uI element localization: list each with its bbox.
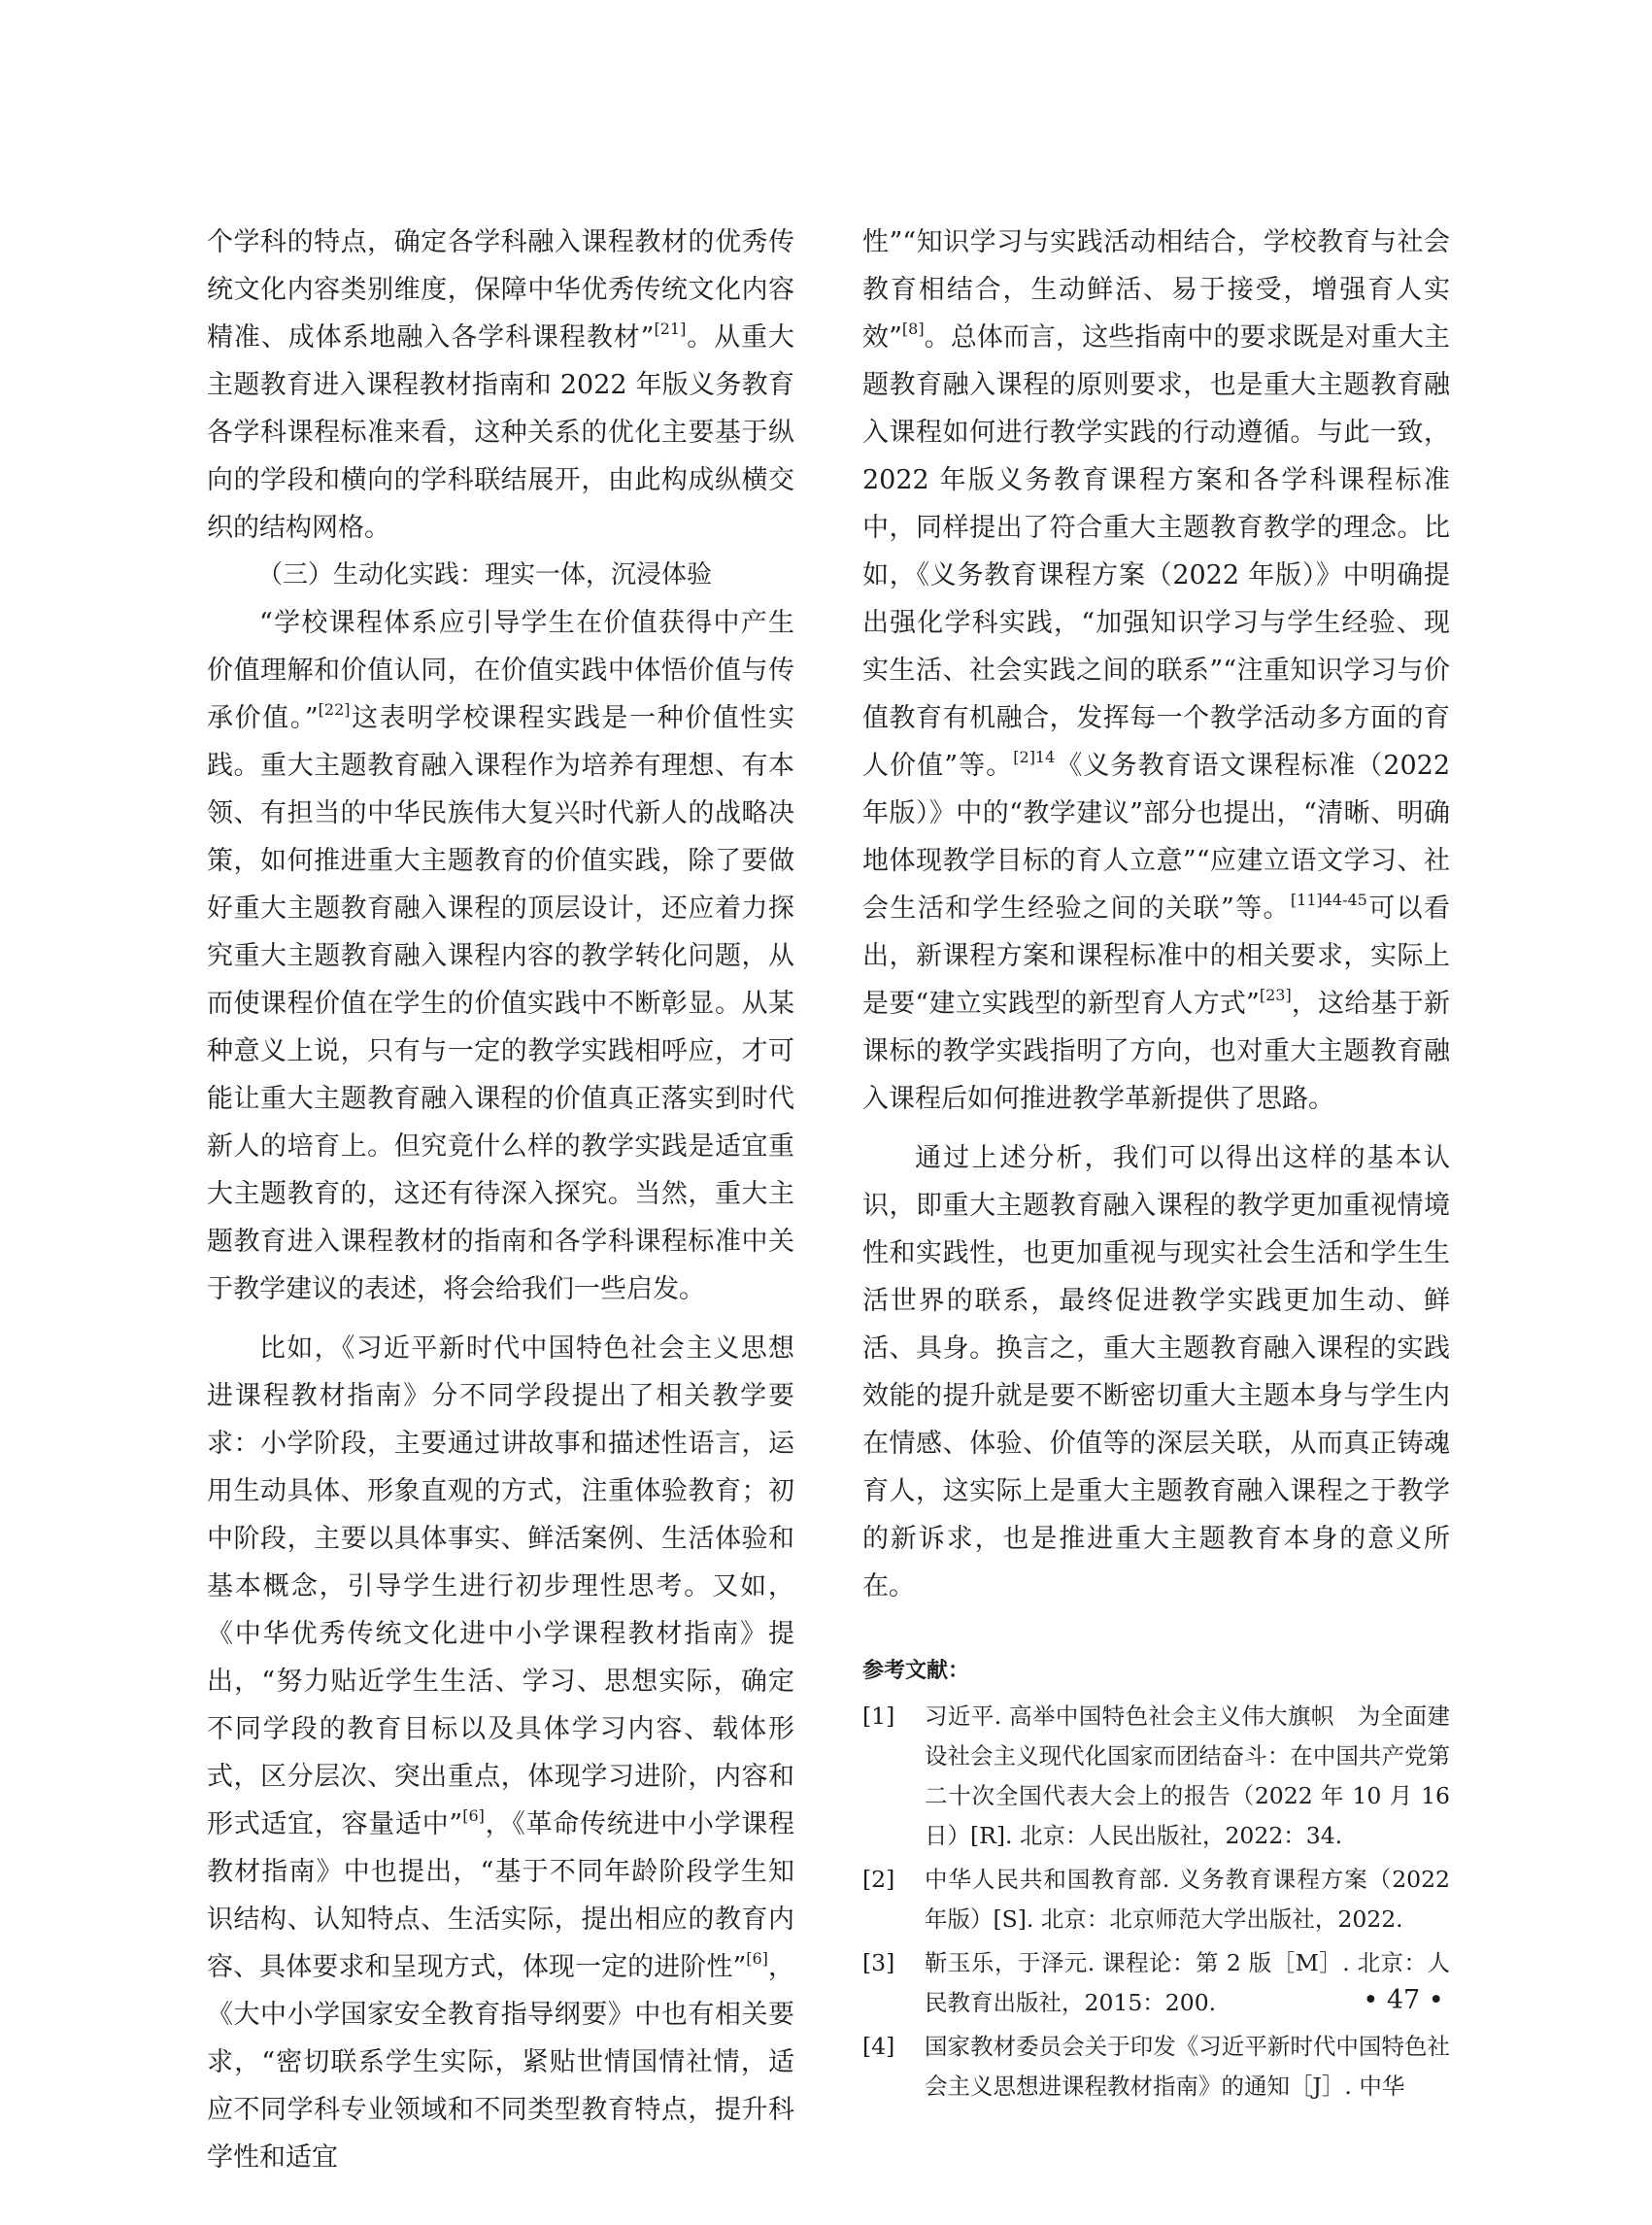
paragraph: “学校课程体系应引导学生在价值获得中产生价值理解和价值认同，在价值实践中体悟价值与传承价值。”[22]这表明学校课程实践是一种价值性实践。重大主题教育融入课程作为培养有理想、有本领、有担当的中华民族伟大复兴时代新人的战略决策，如何推进重大主题教育的价值实践，除了要做好重大主题教育融入课程的顶层设计，还应着力探究重大主题教育融入课程内容的教学转化问题，从而使课程价值在学生的价值实践中不断彰显。从某种意义上说，只有与一定的教学实践相呼应，才可能让重大主题教育融入课程的价值真正落实到时代新人的培育上。但究竟什么样的教学实践是适宜重大主题教育的，这还有待深入探究。当然，重大主题教育进入课程教材的指南和各学科课程标准中关于教学建议的表述，将会给我们一些启发。 xyxy=(207,608,794,1304)
right-column xyxy=(862,219,1450,2110)
reference-item xyxy=(862,2027,1450,2107)
citation: [6] xyxy=(462,1806,485,1825)
citation: [11]44-45 xyxy=(1290,891,1367,909)
reference-text: 习近平. 高举中国特色社会主义伟大旗帜 为全面建设社会主义现代化国家而团结奋斗：在中国共产党第二十次全国代表大会上的报告（2022 年 10 月 16 日）[R]. 北京：人民出版社，2022：34. xyxy=(925,1702,1450,1849)
reference-text: 靳玉乐，于泽元. 课程论：第 2 版［M］. 北京：人民教育出版社，2015：200. xyxy=(925,1949,1450,2016)
references-title: 参考文献： xyxy=(862,1659,970,1683)
citation: [2]14 xyxy=(1013,748,1056,766)
reference-text: 国家教材委员会关于印发《习近平新时代中国特色社会主义思想进课程教材指南》的通知［J］. 中华 xyxy=(925,2033,1450,2100)
citation: [23] xyxy=(1259,986,1292,1004)
reference-number: [4] xyxy=(862,2033,895,2060)
paragraph: 个学科的特点，确定各学科融入课程教材的优秀传统文化内容类别维度，保障中华优秀传统文化内容精准、成体系地融入各学科课程教材”[21]。从重大主题教育进入课程教材指南和 2022 年版义务教育各学科课程标准来看，这种关系的优化主要基于纵向的学段和横向的学科联结展开，由此构成纵横交织的结构网格。 xyxy=(207,227,794,543)
left-column xyxy=(207,219,794,2181)
paragraph: 通过上述分析，我们可以得出这样的基本认识，即重大主题教育融入课程的教学更加重视情境性和实践性，也更加重视与现实社会生活和学生生活世界的联系，最终促进教学实践更加生动、鲜活、具身。换言之，重大主题教育融入课程的实践效能的提升就是要不断密切重大主题本身与学生内在情感、体验、价值等的深层关联，从而真正铸魂育人，这实际上是重大主题教育融入课程之于教学的新诉求，也是推进重大主题教育本身的意义所在。 xyxy=(862,1143,1450,1601)
paragraph: 比如，《习近平新时代中国特色社会主义思想进课程教材指南》分不同学段提出了相关教学要求：小学阶段，主要通过讲故事和描述性语言，运用生动具体、形象直观的方式，注重体验教育；初中阶段，主要以具体事实、鲜活案例、生活体验和基本概念，引导学生进行初步理性思考。又如，《中华优秀传统文化进中小学课程教材指南》提出，“努力贴近学生生活、学习、思想实际，确定不同学段的教育目标以及具体学习内容、载体形式，区分层次、突出重点，体现学习进阶，内容和形式适宜，容量适中”[6]，《革命传统进中小学课程教材指南》中也提出，“基于不同年龄阶段学生知识结构、认知特点、生活实际，提出相应的教育内容、具体要求和呈现方式，体现一定的进阶性”[6]，《大中小学国家安全教育指导纲要》中也有相关要求，“密切联系学生实际，紧贴世情国情社情，适应不同学科专业领域和不同类型教育特点，提升科学性和适宜 xyxy=(207,1333,795,2173)
citation: [22] xyxy=(318,700,351,719)
reference-number: [1] xyxy=(862,1702,895,1730)
reference-number: [2] xyxy=(862,1866,895,1893)
paragraph: 性”“知识学习与实践活动相结合，学校教育与社会教育相结合，生动鲜活、易于接受，增强育人实效”[8]。总体而言，这些指南中的要求既是对重大主题教育融入课程的原则要求，也是重大主题教育融入课程如何进行教学实践的行动遵循。与此一致，2022 年版义务教育课程方案和各学科课程标准中，同样提出了符合重大主题教育教学的理念。比如，《义务教育课程方案（2022 年版）》中明确提出强化学科实践，“加强知识学习与学生经验、现实生活、社会实践之间的联系”“注重知识学习与价值教育有机融合，发挥每一个教学活动多方面的育人价值”等。$^{[2]14}$《义务教育语文课程标准（2022 年版）》中的“教学建议”部分也提出，“清晰、明确地体现教学目标的育人立意”“应建立语文学习、社会生活和学生经验之间的关联”等。$^{[11]44-45}$可以看出，新课程方案和课程标准中的相关要求，实际上是要“建立实践型的新型育人方式”[23]，这给基于新课标的教学实践指明了方向，也对重大主题教育融入课程后如何推进教学革新提供了思路。 xyxy=(862,227,1451,1114)
reference-text: 中华人民共和国教育部. 义务教育课程方案（2022 年版）[S]. 北京：北京师范大学出版社，2022. xyxy=(925,1866,1450,1933)
citation: [21] xyxy=(654,320,687,338)
page-number: • 47 • xyxy=(1363,1985,1444,2015)
reference-number: [3] xyxy=(862,1949,895,1976)
section-heading: （三）生动化实践：理实一体，沉浸体验 xyxy=(257,560,713,590)
references xyxy=(862,1651,1450,2107)
reference-item xyxy=(862,1860,1450,1939)
reference-item xyxy=(862,1697,1450,1856)
citation: [8] xyxy=(901,320,925,338)
citation: [6] xyxy=(746,1949,768,1968)
